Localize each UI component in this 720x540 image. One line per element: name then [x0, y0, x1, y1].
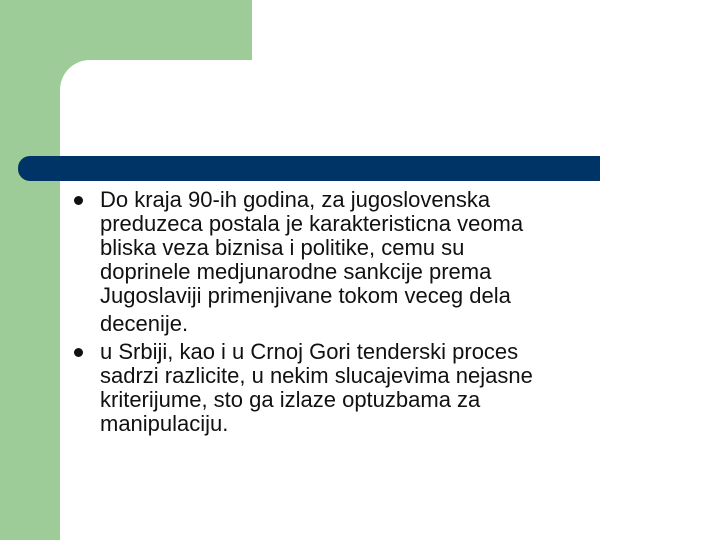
bullet-line: bliska veza biznisa i politike, cemu su	[100, 235, 465, 260]
bullet-line: sadrzi razlicite, u nekim slucajevima nejasne	[100, 363, 533, 388]
bullet-line: Jugoslaviji primenjivane tokom veceg dela	[100, 283, 511, 308]
bullet-item	[72, 340, 672, 436]
bullet-line: decenije.	[100, 311, 189, 336]
bullet-dot-icon	[74, 348, 83, 357]
bullet-line: Do kraja 90-ih godina, za jugoslovenska	[100, 187, 491, 212]
bullet-line: kriterijume, sto ga izlaze optuzbama za	[100, 387, 481, 412]
title-bar	[18, 156, 600, 181]
bullet-dot-icon	[74, 196, 83, 205]
bullet-list	[72, 188, 672, 436]
bullet-line: preduzeca postala je karakteristicna veoma	[100, 211, 524, 236]
bullet-line: manipulaciju.	[100, 411, 229, 436]
bullet-item	[72, 188, 672, 336]
bullet-line: doprinele medjunarodne sankcije prema	[100, 259, 492, 284]
bullet-line: u Srbiji, kao i u Crnoj Gori tenderski proces	[100, 339, 519, 364]
